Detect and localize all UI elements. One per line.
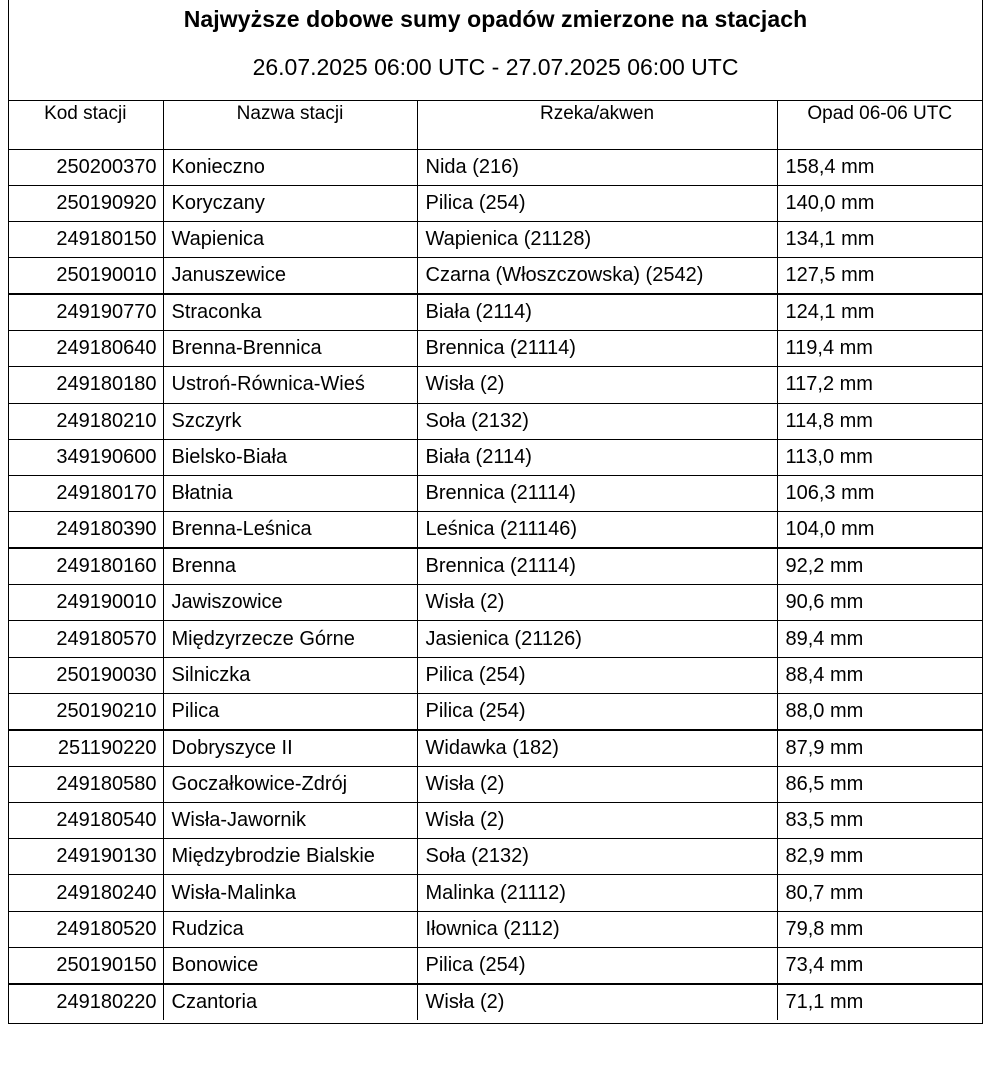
river-cell: Pilica (254) (417, 693, 777, 729)
rainfall-cell: 124,1 mm (777, 294, 982, 330)
column-header-rain: Opad 06-06 UTC (777, 101, 982, 149)
station-name-cell: Goczałkowice-Zdrój (163, 766, 417, 802)
station-name-cell: Międzybrodzie Bialskie (163, 839, 417, 875)
table-header-row (8, 101, 982, 149)
rainfall-cell: 127,5 mm (777, 258, 982, 294)
station-name-cell: Januszewice (163, 258, 417, 294)
station-code-cell: 250190920 (8, 185, 163, 221)
river-cell: Wisła (2) (417, 984, 777, 1020)
station-name-cell: Wisła-Malinka (163, 875, 417, 911)
table-row (8, 367, 982, 403)
river-cell: Malinka (21112) (417, 875, 777, 911)
river-cell: Pilica (254) (417, 948, 777, 984)
river-cell: Nida (216) (417, 149, 777, 185)
station-code-cell: 249180220 (8, 984, 163, 1020)
table-row (8, 222, 982, 258)
table-row (8, 875, 982, 911)
station-code-cell: 249180150 (8, 222, 163, 258)
rainfall-cell: 88,0 mm (777, 693, 982, 729)
river-cell: Biała (2114) (417, 294, 777, 330)
rainfall-cell: 88,4 mm (777, 657, 982, 693)
table-row (8, 512, 982, 548)
station-name-cell: Dobryszyce II (163, 730, 417, 766)
station-code-cell: 249180520 (8, 911, 163, 947)
table-row (8, 730, 982, 766)
rainfall-cell: 113,0 mm (777, 439, 982, 475)
station-code-cell: 349190600 (8, 439, 163, 475)
rainfall-cell: 117,2 mm (777, 367, 982, 403)
station-name-cell: Wapienica (163, 222, 417, 258)
station-name-cell: Brenna (163, 548, 417, 584)
table-row (8, 839, 982, 875)
table-row (8, 330, 982, 366)
rainfall-cell: 134,1 mm (777, 222, 982, 258)
table-row (8, 294, 982, 330)
station-code-cell: 251190220 (8, 730, 163, 766)
station-name-cell: Szczyrk (163, 403, 417, 439)
rainfall-cell: 73,4 mm (777, 948, 982, 984)
table-row (8, 984, 982, 1020)
station-code-cell: 250190150 (8, 948, 163, 984)
table-row (8, 585, 982, 621)
station-code-cell: 249180160 (8, 548, 163, 584)
station-code-cell: 249180540 (8, 802, 163, 838)
station-name-cell: Jawiszowice (163, 585, 417, 621)
station-name-cell: Bielsko-Biała (163, 439, 417, 475)
station-code-cell: 249180210 (8, 403, 163, 439)
station-code-cell: 250190010 (8, 258, 163, 294)
station-name-cell: Straconka (163, 294, 417, 330)
table-row (8, 439, 982, 475)
river-cell: Widawka (182) (417, 730, 777, 766)
river-cell: Soła (2132) (417, 839, 777, 875)
rainfall-cell: 71,1 mm (785, 990, 864, 1013)
rainfall-cell: 140,0 mm (777, 185, 982, 221)
table-row (8, 657, 982, 693)
station-name-cell: Konieczno (163, 149, 417, 185)
rainfall-cell: 114,8 mm (777, 403, 982, 439)
rainfall-cell: 92,2 mm (777, 548, 982, 584)
station-name-cell: Rudzica (163, 911, 417, 947)
rainfall-cell: 90,6 mm (777, 585, 982, 621)
report-period: 26.07.2025 06:00 UTC - 27.07.2025 06:00 UTC (252, 54, 739, 80)
table-row (8, 621, 982, 657)
table-row (8, 766, 982, 802)
rainfall-cell: 79,8 mm (777, 911, 982, 947)
station-name-cell: Bonowice (163, 948, 417, 984)
river-cell: Pilica (254) (417, 185, 777, 221)
rainfall-cell: 158,4 mm (777, 149, 982, 185)
rainfall-cell: 87,9 mm (777, 730, 982, 766)
table-body (8, 149, 982, 1020)
station-name-cell: Międzyrzecze Górne (163, 621, 417, 657)
station-name-cell: Wisła-Jawornik (163, 802, 417, 838)
river-cell: Jasienica (21126) (417, 621, 777, 657)
column-header-code: Kod stacji (8, 101, 163, 149)
river-cell: Pilica (254) (417, 657, 777, 693)
station-code-cell: 249180180 (8, 367, 163, 403)
station-name-cell: Pilica (163, 693, 417, 729)
table-row (8, 911, 982, 947)
river-cell: Wisła (2) (417, 766, 777, 802)
river-cell: Czarna (Włoszczowska) (2542) (417, 258, 777, 294)
rainfall-cell: 106,3 mm (777, 476, 982, 512)
rainfall-report (8, 0, 983, 1024)
station-code-cell: 249180390 (8, 512, 163, 548)
station-code-cell: 249190770 (8, 294, 163, 330)
river-cell: Wisła (2) (417, 585, 777, 621)
table-row (8, 149, 982, 185)
station-code-cell: 249190130 (8, 839, 163, 875)
column-header-name: Nazwa stacji (163, 101, 417, 149)
rainfall-cell: 89,4 mm (777, 621, 982, 657)
station-name-cell: Błatnia (163, 476, 417, 512)
table-row (8, 948, 982, 984)
rainfall-cell: 119,4 mm (777, 330, 982, 366)
river-cell: Iłownica (2112) (417, 911, 777, 947)
station-code-cell: 250190030 (8, 657, 163, 693)
river-cell: Leśnica (211146) (417, 512, 777, 548)
station-code-cell: 250200370 (8, 149, 163, 185)
station-code-cell: 249180570 (8, 621, 163, 657)
rainfall-cell: 104,0 mm (777, 512, 982, 548)
station-name-cell: Brenna-Brennica (163, 330, 417, 366)
river-cell: Brennica (21114) (417, 548, 777, 584)
table-row (8, 802, 982, 838)
station-code-cell: 249180170 (8, 476, 163, 512)
rainfall-cell: 80,7 mm (777, 875, 982, 911)
station-name-cell: Koryczany (163, 185, 417, 221)
station-name-cell: Czantoria (163, 984, 417, 1020)
river-cell: Brennica (21114) (417, 476, 777, 512)
title-block (9, 0, 982, 101)
river-cell: Wisła (2) (417, 367, 777, 403)
station-name-cell: Ustroń-Równica-Wieś (163, 367, 417, 403)
table-row (8, 185, 982, 221)
river-cell: Brennica (21114) (417, 330, 777, 366)
column-header-river: Rzeka/akwen (417, 101, 777, 149)
station-code-cell: 250190210 (8, 693, 163, 729)
station-code-cell: 249180580 (8, 766, 163, 802)
table-row (8, 693, 982, 729)
table-row (8, 476, 982, 512)
station-code-cell: 249190010 (8, 585, 163, 621)
rainfall-table (8, 101, 982, 1020)
report-title: Najwyższe dobowe sumy opadów zmierzone na stacjach (183, 6, 808, 32)
river-cell: Wapienica (21128) (417, 222, 777, 258)
table-row (8, 403, 982, 439)
station-code-cell: 249180240 (8, 875, 163, 911)
station-name-cell: Brenna-Leśnica (163, 512, 417, 548)
station-name-cell: Silniczka (163, 657, 417, 693)
rainfall-cell: 82,9 mm (777, 839, 982, 875)
river-cell: Biała (2114) (417, 439, 777, 475)
river-cell: Soła (2132) (417, 403, 777, 439)
rainfall-cell: 83,5 mm (777, 802, 982, 838)
station-code-cell: 249180640 (8, 330, 163, 366)
rainfall-cell: 86,5 mm (777, 766, 982, 802)
river-cell: Wisła (2) (417, 802, 777, 838)
table-row (8, 548, 982, 584)
table-row (8, 258, 982, 294)
